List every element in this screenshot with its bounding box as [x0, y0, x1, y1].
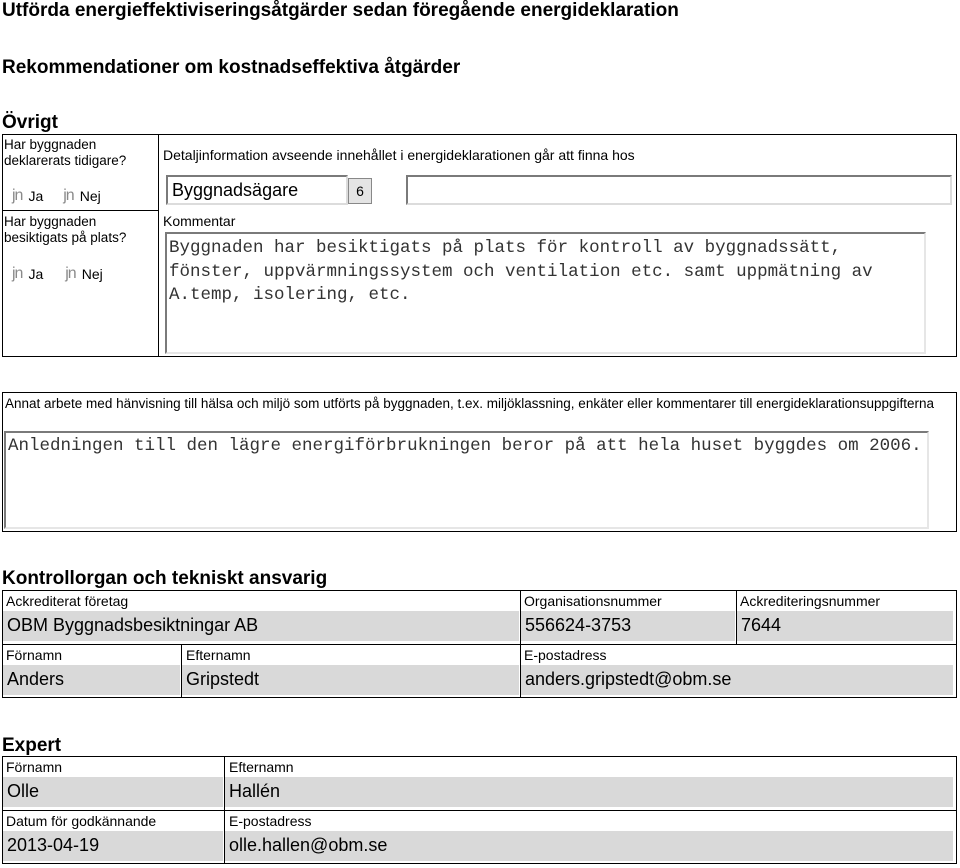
control-last-name-field[interactable]: Gripstedt	[182, 665, 519, 695]
declared-question: Har byggnaden deklarerats tidigare?	[4, 137, 127, 168]
comment-textarea[interactable]: Byggnaden har besiktigats på plats för kontroll av byggnadssätt, fönster, uppvärmningssystem och ventilation etc. samt uppmätning av A.temp, isolering, etc.	[165, 232, 926, 354]
inspected-no-radio[interactable]: jn	[65, 265, 76, 282]
inspected-question: Har byggnaden besiktigats på plats?	[4, 214, 127, 245]
company-field[interactable]: OBM Byggnadsbesiktningar AB	[3, 611, 519, 641]
other-work-textarea[interactable]: Anledningen till den lägre energiförbrukningen beror på att hela huset byggdes om 2006.	[4, 431, 929, 529]
heading-other: Övrigt	[2, 112, 58, 133]
heading-control-body: Kontrollorgan och tekniskt ansvarig	[2, 568, 328, 589]
inspected-yes-radio[interactable]: jn	[12, 265, 23, 282]
control-row-divider	[2, 644, 957, 645]
expert-first-name-label: Förnamn	[6, 759, 63, 775]
expert-last-name-field[interactable]: Hallén	[225, 777, 953, 807]
inspected-no-label: Nej	[81, 266, 103, 282]
accreditation-label: Ackrediteringsnummer	[740, 593, 881, 609]
declared-no-label: Nej	[79, 188, 101, 204]
declared-yes-label: Ja	[28, 188, 44, 204]
expert-first-name-field[interactable]: Olle	[3, 777, 223, 807]
inspected-radio-group	[12, 265, 123, 283]
other-section-divider	[158, 134, 159, 357]
expert-last-name-label: Efternamn	[229, 759, 294, 775]
control-first-name-field[interactable]: Anders	[3, 665, 180, 695]
control-last-name-label: Efternamn	[186, 647, 251, 663]
org-number-field[interactable]: 556624-3753	[521, 611, 735, 641]
other-section-divider-h	[2, 210, 158, 211]
owner-extra-field[interactable]	[406, 175, 952, 205]
declared-no-radio[interactable]: jn	[63, 187, 74, 204]
comment-label: Kommentar	[163, 213, 236, 229]
control-first-name-label: Förnamn	[6, 647, 63, 663]
heading-expert: Expert	[2, 735, 62, 756]
heading-recommendations: Rekommendationer om kostnadseffektiva åtgärder	[2, 57, 461, 78]
approval-date-field[interactable]: 2013-04-19	[3, 831, 223, 861]
detail-info-text: Detaljinformation avseende innehållet i energideklarationen går att finna hos	[163, 147, 635, 163]
other-work-label: Annat arbete med hänvisning till hälsa och miljö som utförts på byggnaden, t.ex. miljöklassning, enkäter eller kommentarer till energideklarationsuppgifterna	[5, 396, 934, 411]
expert-row-divider	[2, 810, 957, 811]
owner-select-button[interactable]: 6	[348, 178, 372, 204]
control-email-field[interactable]: anders.gripstedt@obm.se	[521, 665, 953, 695]
accreditation-field[interactable]: 7644	[737, 611, 953, 641]
org-number-label: Organisationsnummer	[524, 593, 662, 609]
expert-email-label: E-postadress	[229, 813, 312, 829]
declared-yes-radio[interactable]: jn	[12, 187, 23, 204]
control-email-label: E-postadress	[524, 647, 607, 663]
company-label: Ackrediterat företag	[6, 593, 129, 609]
owner-select[interactable]: Byggnadsägare	[166, 175, 348, 205]
declared-radio-group	[12, 187, 121, 205]
heading-performed-measures: Utförda energieffektiviseringsåtgärder sedan föregående energideklaration	[2, 0, 679, 21]
inspected-yes-label: Ja	[28, 266, 44, 282]
expert-email-field[interactable]: olle.hallen@obm.se	[225, 831, 953, 861]
approval-date-label: Datum för godkännande	[6, 813, 157, 829]
